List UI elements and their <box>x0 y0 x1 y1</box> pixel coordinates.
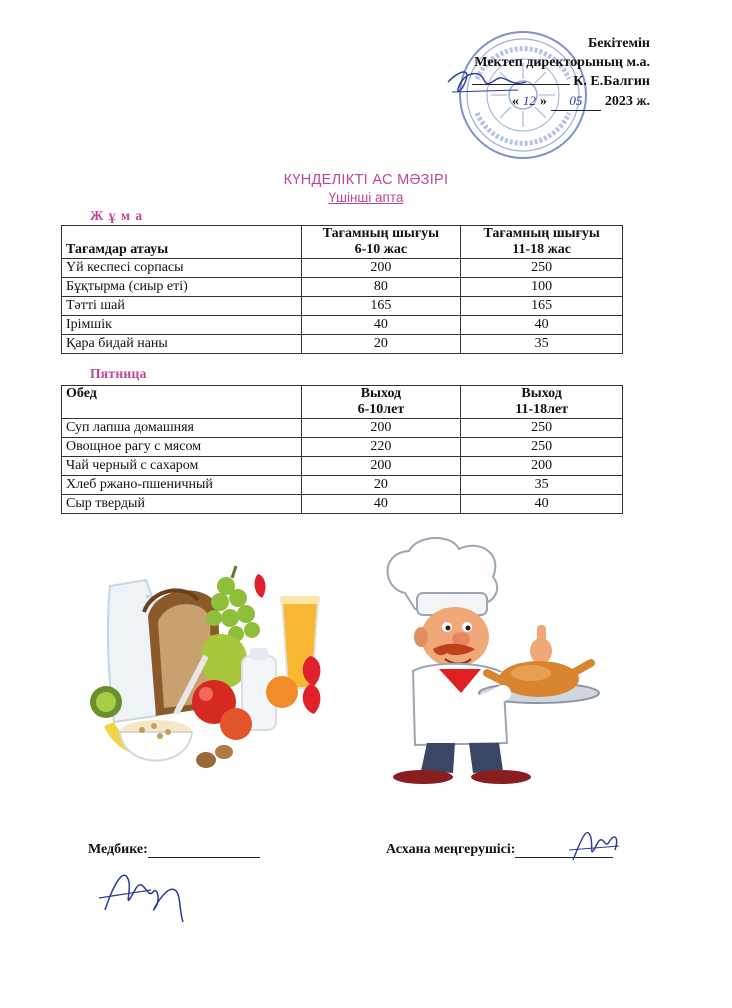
portion-6-10: 20 <box>301 476 461 495</box>
page-title: КҮНДЕЛІКТІ АС МӘЗІРІ <box>283 172 449 188</box>
nurse-label: Медбике: <box>88 842 148 857</box>
dish-name: Овощное рагу с мясом <box>62 438 302 457</box>
date-day: 12 <box>522 93 536 108</box>
healthy-food-illustration <box>86 526 342 782</box>
dish-name: Чай черный с сахаром <box>62 457 302 476</box>
menu-table-ru <box>61 385 623 514</box>
portion-11-18: 100 <box>461 278 623 297</box>
approval-title: Бекітемін <box>587 36 650 51</box>
approval-block <box>472 34 650 111</box>
head-cook-signature <box>565 820 625 870</box>
table-row <box>62 457 623 476</box>
chef-illustration <box>343 533 627 785</box>
portion-6-10: 200 <box>301 259 461 278</box>
table-header-row <box>62 226 623 259</box>
director-name: К. Е.Балгин <box>573 74 650 89</box>
dish-name: Үй кеспесі сорпасы <box>62 259 302 278</box>
week-subtitle: Үшінші апта <box>328 190 404 205</box>
table-row <box>62 495 623 514</box>
portion-11-18: 35 <box>461 476 623 495</box>
header-output-6-10: Выход 6-10лет <box>301 386 461 419</box>
portion-6-10: 200 <box>301 419 461 438</box>
portion-11-18: 40 <box>461 495 623 514</box>
portion-11-18: 250 <box>461 419 623 438</box>
dish-name: Сыр твердый <box>62 495 302 514</box>
portion-6-10: 200 <box>301 457 461 476</box>
table-row <box>62 335 623 354</box>
header-output-11-18: Выход 11-18лет <box>461 386 623 419</box>
portion-11-18: 40 <box>461 316 623 335</box>
dish-name: Бұқтырма (сиыр еті) <box>62 278 302 297</box>
portion-6-10: 165 <box>301 297 461 316</box>
portion-11-18: 165 <box>461 297 623 316</box>
approval-director-line <box>472 72 650 91</box>
header-output-11-18: Тағамның шығуы 11-18 жас <box>461 226 623 259</box>
dish-name: Суп лапша домашняя <box>62 419 302 438</box>
date-year: 2023 ж. <box>604 94 650 109</box>
portion-11-18: 250 <box>461 259 623 278</box>
date-close-quote: » <box>539 94 547 109</box>
table-row <box>62 297 623 316</box>
portion-11-18: 250 <box>461 438 623 457</box>
dish-name: Қара бидай наны <box>62 335 302 354</box>
portion-6-10: 20 <box>301 335 461 354</box>
header-output-6-10: Тағамның шығуы 6-10 жас <box>301 226 461 259</box>
table-row <box>62 278 623 297</box>
day-label-ru: Пятница <box>90 366 147 381</box>
day-label-kz: Ж ұ м а <box>90 208 144 223</box>
date-month: 05 <box>551 91 601 111</box>
portion-6-10: 40 <box>301 316 461 335</box>
director-signature-blank <box>472 84 570 85</box>
portion-6-10: 220 <box>301 438 461 457</box>
date-open-quote: « <box>511 94 519 109</box>
table-row <box>62 476 623 495</box>
dish-name: Ірімшік <box>62 316 302 335</box>
menu-table-kz <box>61 225 623 354</box>
header-dish-name: Тағамдар атауы <box>62 226 302 259</box>
table-row <box>62 259 623 278</box>
table-row <box>62 438 623 457</box>
approval-position: Мектеп директорының м.а. <box>474 55 650 70</box>
header-lunch: Обед <box>62 386 302 419</box>
table-row <box>62 419 623 438</box>
dish-name: Тәтті шай <box>62 297 302 316</box>
dish-name: Хлеб ржано-пшеничный <box>62 476 302 495</box>
portion-11-18: 35 <box>461 335 623 354</box>
table-row <box>62 316 623 335</box>
approval-date <box>472 91 650 111</box>
nurse-signature-line <box>88 842 260 858</box>
portion-6-10: 40 <box>301 495 461 514</box>
head-cook-label: Асхана меңгерушісі: <box>386 842 516 857</box>
nurse-signature-blank <box>148 843 260 858</box>
portion-11-18: 200 <box>461 457 623 476</box>
portion-6-10: 80 <box>301 278 461 297</box>
table-header-row <box>62 386 623 419</box>
nurse-signature <box>95 860 190 925</box>
